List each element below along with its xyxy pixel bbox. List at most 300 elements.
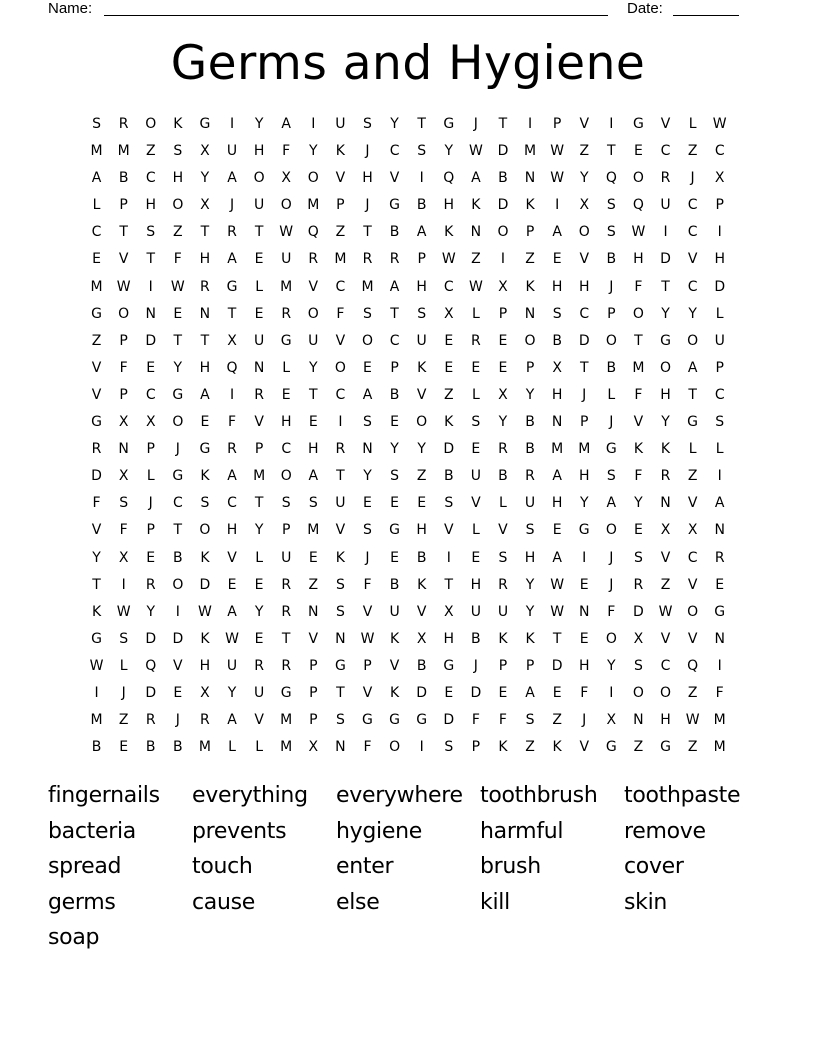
grid-cell: P (715, 197, 724, 214)
grid-cell: Q (605, 170, 617, 187)
grid-cell: V (335, 332, 346, 349)
grid-cell: D (145, 684, 157, 701)
word-list-item: cover (624, 854, 684, 880)
grid-cell: U (470, 603, 481, 620)
word-list-item: kill (480, 889, 510, 915)
grid-cell: G (416, 712, 428, 729)
grid-cell: C (145, 170, 156, 187)
grid-cell: H (551, 278, 563, 295)
grid-cell: S (363, 414, 372, 431)
grid-cell: E (390, 549, 399, 566)
grid-cell: D (660, 251, 671, 268)
grid-cell: O (605, 332, 617, 349)
grid-cell: T (173, 332, 183, 349)
word-search-grid (83, 113, 733, 763)
grid-cell: Z (579, 143, 590, 160)
grid-cell: B (173, 739, 183, 756)
grid-cell: V (416, 386, 427, 403)
grid-cell: P (336, 197, 345, 214)
grid-cell: B (416, 549, 427, 566)
grid-cell: U (253, 332, 265, 349)
word-list-item: spread (48, 854, 122, 880)
grid-cell: L (119, 657, 128, 674)
grid-cell: R (498, 576, 508, 593)
grid-cell: Z (91, 332, 102, 349)
grid-cell: Y (661, 305, 670, 322)
grid-cell: B (498, 468, 508, 485)
grid-cell: O (632, 305, 644, 322)
grid-cell: J (609, 549, 614, 566)
grid-cell: P (390, 359, 399, 376)
grid-cell: G (687, 414, 699, 431)
grid-cell: P (309, 657, 318, 674)
grid-cell: H (578, 657, 590, 674)
grid-cell: G (660, 739, 671, 756)
grid-cell: R (660, 170, 671, 187)
grid-cell: H (199, 657, 211, 674)
grid-cell: P (119, 197, 128, 214)
grid-cell: Z (552, 712, 562, 729)
grid-cell: V (308, 278, 319, 295)
grid-cell: G (91, 630, 102, 647)
grid-cell: X (227, 332, 237, 349)
grid-cell: O (334, 359, 346, 376)
grid-cell: G (362, 712, 373, 729)
grid-cell: J (609, 278, 614, 295)
grid-cell: Z (687, 684, 698, 701)
grid-cell: S (525, 712, 535, 729)
grid-cell: E (308, 414, 318, 431)
grid-cell: T (92, 576, 101, 593)
grid-cell: X (579, 197, 590, 214)
grid-cell: L (92, 197, 101, 214)
grid-cell: C (660, 657, 671, 674)
grid-cell: X (118, 414, 129, 431)
grid-cell: V (335, 522, 346, 539)
grid-cell: B (416, 197, 427, 214)
grid-cell: L (715, 305, 724, 322)
grid-cell: I (229, 116, 235, 132)
grid-cell: K (200, 630, 210, 647)
grid-cell: M (578, 441, 591, 458)
grid-cell: V (389, 657, 400, 674)
grid-cell: M (334, 251, 347, 268)
grid-cell: O (307, 170, 319, 187)
grid-cell: R (145, 712, 156, 729)
grid-cell: E (579, 630, 589, 647)
grid-cell: S (715, 414, 725, 431)
grid-cell: P (309, 712, 318, 729)
grid-cell: K (525, 278, 535, 295)
grid-cell: D (199, 576, 211, 593)
grid-cell: G (389, 522, 400, 539)
grid-cell: E (579, 576, 589, 593)
grid-cell: L (499, 495, 507, 512)
grid-cell: U (524, 495, 536, 512)
grid-cell: S (417, 143, 427, 160)
grid-cell: U (281, 251, 292, 268)
grid-cell: S (281, 495, 291, 512)
grid-cell: X (200, 684, 210, 701)
grid-cell: T (281, 630, 291, 647)
grid-cell: O (578, 224, 590, 241)
grid-cell: S (92, 116, 101, 132)
grid-cell: T (119, 224, 128, 241)
grid-cell: G (199, 116, 211, 132)
grid-cell: W (468, 143, 483, 160)
grid-cell: S (633, 549, 643, 566)
grid-cell: N (551, 414, 563, 431)
grid-cell: E (498, 684, 508, 701)
grid-cell: H (416, 522, 427, 539)
grid-cell: X (498, 386, 508, 403)
grid-cell: H (172, 170, 184, 187)
grid-cell: E (254, 576, 264, 593)
grid-cell: E (471, 441, 481, 458)
grid-cell: C (227, 495, 237, 512)
grid-cell: S (390, 468, 400, 485)
grid-cell: C (335, 278, 346, 295)
grid-cell: J (229, 197, 235, 214)
grid-cell: K (660, 441, 671, 458)
grid-cell: H (145, 197, 156, 214)
grid-cell: T (336, 684, 345, 701)
grid-cell: E (417, 495, 427, 512)
grid-cell: Z (525, 251, 535, 268)
grid-cell: C (335, 386, 346, 403)
grid-cell: L (715, 441, 724, 458)
grid-cell: V (362, 684, 373, 701)
grid-cell: T (309, 386, 318, 403)
grid-cell: S (308, 495, 318, 512)
grid-cell: A (227, 603, 237, 620)
grid-cell: G (443, 116, 455, 132)
grid-cell: W (658, 603, 673, 620)
grid-cell: O (524, 332, 536, 349)
grid-cell: J (690, 170, 695, 187)
grid-cell: M (524, 143, 537, 160)
grid-cell: P (498, 305, 508, 322)
word-list-item: soap (48, 925, 100, 951)
grid-cell: F (498, 712, 507, 729)
grid-cell: A (552, 224, 562, 241)
grid-cell: G (389, 197, 400, 214)
grid-cell: F (173, 251, 182, 268)
grid-cell: D (497, 197, 509, 214)
grid-cell: S (363, 305, 372, 322)
grid-cell: B (606, 251, 617, 268)
grid-cell: K (525, 197, 535, 214)
grid-cell: E (498, 332, 508, 349)
grid-cell: S (363, 116, 372, 132)
grid-cell: N (118, 441, 129, 458)
grid-cell: K (552, 739, 562, 756)
grid-cell: H (551, 386, 563, 403)
grid-cell: U (226, 143, 238, 160)
grid-cell: R (362, 251, 373, 268)
date-label: Date: (627, 0, 663, 17)
grid-cell: H (280, 414, 292, 431)
grid-cell: U (281, 549, 292, 566)
grid-cell: Z (118, 712, 129, 729)
grid-cell: W (550, 170, 565, 187)
grid-cell: H (443, 197, 455, 214)
grid-cell: Y (146, 603, 156, 620)
grid-cell: E (254, 630, 264, 647)
grid-cell: I (229, 386, 235, 403)
grid-cell: R (254, 657, 264, 674)
grid-cell: A (362, 386, 373, 403)
grid-cell: T (363, 224, 372, 241)
grid-cell: M (280, 712, 293, 729)
grid-cell: G (660, 332, 671, 349)
grid-cell: E (363, 359, 372, 376)
grid-cell: I (419, 739, 424, 756)
grid-cell: C (687, 197, 698, 214)
grid-cell: V (579, 251, 590, 268)
grid-cell: A (552, 468, 562, 485)
grid-cell: S (335, 603, 345, 620)
grid-cell: N (308, 603, 319, 620)
grid-cell: Q (307, 224, 319, 241)
grid-cell: V (173, 657, 183, 674)
grid-cell: B (389, 224, 400, 241)
grid-cell: N (714, 522, 725, 539)
grid-cell: B (416, 657, 427, 674)
grid-cell: I (500, 251, 506, 268)
word-list-item: remove (624, 818, 706, 844)
grid-cell: T (173, 522, 183, 539)
grid-cell: V (633, 414, 644, 431)
grid-cell: M (307, 197, 320, 214)
grid-cell: V (91, 386, 102, 403)
grid-cell: V (362, 603, 373, 620)
grid-cell: L (255, 278, 264, 295)
grid-cell: F (634, 386, 643, 403)
grid-cell: T (688, 386, 697, 403)
grid-cell: I (121, 576, 126, 593)
grid-cell: L (688, 441, 697, 458)
grid-cell: T (607, 143, 616, 160)
word-list (48, 780, 768, 958)
grid-cell: K (91, 603, 102, 620)
grid-cell: T (227, 305, 237, 322)
grid-cell: O (145, 116, 157, 132)
grid-cell: D (443, 712, 455, 729)
grid-cell: M (90, 278, 103, 295)
grid-cell: W (116, 603, 131, 620)
grid-cell: R (254, 386, 264, 403)
grid-cell: U (253, 684, 265, 701)
grid-cell: V (687, 251, 698, 268)
grid-cell: G (172, 468, 184, 485)
grid-cell: Y (634, 495, 643, 512)
grid-cell: O (253, 170, 265, 187)
grid-cell: Z (443, 386, 454, 403)
grid-cell: Y (525, 386, 535, 403)
grid-cell: K (633, 441, 644, 458)
grid-cell: J (365, 197, 370, 214)
grid-cell: E (390, 495, 399, 512)
grid-cell: X (416, 630, 427, 647)
grid-cell: O (361, 332, 373, 349)
grid-cell: L (688, 116, 697, 132)
grid-cell: Y (579, 170, 589, 187)
grid-cell: E (254, 305, 264, 322)
grid-cell: R (633, 576, 644, 593)
grid-cell: W (441, 251, 456, 268)
grid-cell: H (443, 630, 455, 647)
grid-cell: H (660, 386, 671, 403)
grid-cell: Y (309, 359, 318, 376)
grid-cell: U (470, 468, 481, 485)
word-list-item: fingernails (48, 783, 160, 808)
grid-cell: T (444, 576, 454, 593)
grid-cell: N (633, 712, 644, 729)
grid-cell: F (634, 468, 643, 485)
grid-cell: H (199, 359, 211, 376)
word-list-item: bacteria (48, 818, 136, 844)
grid-cell: F (363, 576, 372, 593)
grid-cell: I (175, 603, 180, 620)
grid-cell: H (578, 468, 590, 485)
grid-cell: R (145, 576, 156, 593)
grid-cell: Y (688, 305, 697, 322)
grid-cell: T (254, 495, 264, 512)
grid-cell: D (172, 630, 184, 647)
grid-cell: M (198, 739, 211, 756)
grid-cell: E (633, 143, 643, 160)
grid-cell: W (468, 278, 483, 295)
grid-cell: V (118, 251, 129, 268)
grid-cell: O (172, 576, 184, 593)
grid-cell: T (579, 359, 589, 376)
grid-cell: N (253, 359, 265, 376)
grid-cell: Y (498, 414, 508, 431)
grid-cell: P (146, 441, 155, 458)
grid-cell: A (227, 170, 237, 187)
grid-cell: D (443, 441, 455, 458)
grid-cell: R (281, 576, 292, 593)
grid-cell: F (92, 495, 101, 512)
grid-cell: Z (335, 224, 346, 241)
grid-cell: M (90, 143, 103, 160)
grid-cell: P (607, 305, 616, 322)
grid-cell: G (280, 684, 292, 701)
grid-cell: P (525, 224, 535, 241)
grid-cell: H (578, 278, 590, 295)
grid-cell: U (660, 197, 671, 214)
grid-cell: F (119, 522, 128, 539)
grid-cell: F (634, 278, 643, 295)
grid-cell: Z (525, 739, 535, 756)
grid-cell: G (334, 657, 346, 674)
grid-cell: A (227, 468, 237, 485)
grid-cell: L (471, 305, 480, 322)
grid-cell: T (661, 278, 670, 295)
grid-cell: V (660, 549, 671, 566)
grid-cell: S (444, 739, 454, 756)
grid-cell: E (146, 359, 156, 376)
grid-cell: G (172, 386, 184, 403)
grid-cell: S (633, 657, 643, 674)
grid-cell: C (687, 224, 698, 241)
grid-cell: E (146, 549, 156, 566)
grid-cell: E (552, 522, 562, 539)
page-title: Germs and Hygiene (170, 36, 646, 91)
grid-cell: C (714, 386, 725, 403)
grid-cell: K (173, 116, 183, 132)
grid-cell: P (552, 116, 562, 132)
grid-cell: U (308, 332, 319, 349)
grid-cell: E (444, 332, 454, 349)
grid-cell: C (172, 495, 183, 512)
grid-cell: S (119, 630, 129, 647)
grid-cell: O (199, 522, 211, 539)
grid-cell: I (609, 116, 614, 132)
grid-cell: M (632, 359, 645, 376)
grid-cell: G (91, 414, 102, 431)
grid-cell: L (607, 386, 616, 403)
grid-cell: K (444, 224, 454, 241)
grid-cell: D (470, 684, 482, 701)
grid-cell: Y (525, 576, 535, 593)
name-field-line (104, 15, 608, 16)
grid-cell: C (579, 305, 590, 322)
grid-cell: S (363, 522, 372, 539)
grid-cell: Z (660, 576, 671, 593)
grid-cell: E (715, 576, 725, 593)
grid-cell: R (281, 657, 292, 674)
grid-cell: P (254, 441, 264, 458)
grid-cell: E (552, 251, 562, 268)
grid-cell: I (555, 197, 560, 214)
word-list-item: everything (192, 783, 308, 808)
grid-cell: V (389, 170, 400, 187)
grid-cell: C (687, 549, 698, 566)
grid-cell: K (498, 630, 508, 647)
worksheet-header (48, 0, 748, 20)
grid-cell: J (365, 549, 370, 566)
grid-cell: J (121, 684, 126, 701)
grid-cell: P (281, 522, 291, 539)
grid-cell: N (524, 305, 536, 322)
grid-cell: T (417, 116, 426, 132)
grid-cell: G (199, 441, 211, 458)
grid-cell: O (632, 170, 644, 187)
grid-cell: J (175, 441, 180, 458)
grid-cell: U (714, 332, 725, 349)
grid-cell: X (200, 197, 210, 214)
grid-cell: V (687, 576, 698, 593)
grid-cell: Q (443, 170, 455, 187)
grid-cell: L (255, 739, 264, 756)
grid-cell: C (281, 441, 292, 458)
grid-cell: J (582, 712, 587, 729)
grid-cell: C (714, 143, 725, 160)
grid-cell: E (281, 386, 291, 403)
grid-cell: U (497, 603, 509, 620)
grid-cell: F (471, 712, 480, 729)
grid-cell: V (687, 630, 698, 647)
grid-cell: Z (471, 251, 481, 268)
word-list-item: touch (192, 854, 253, 880)
grid-cell: E (444, 359, 454, 376)
word-list-item: cause (192, 889, 256, 915)
grid-cell: B (498, 170, 508, 187)
grid-cell: L (471, 522, 480, 539)
grid-cell: M (307, 522, 320, 539)
